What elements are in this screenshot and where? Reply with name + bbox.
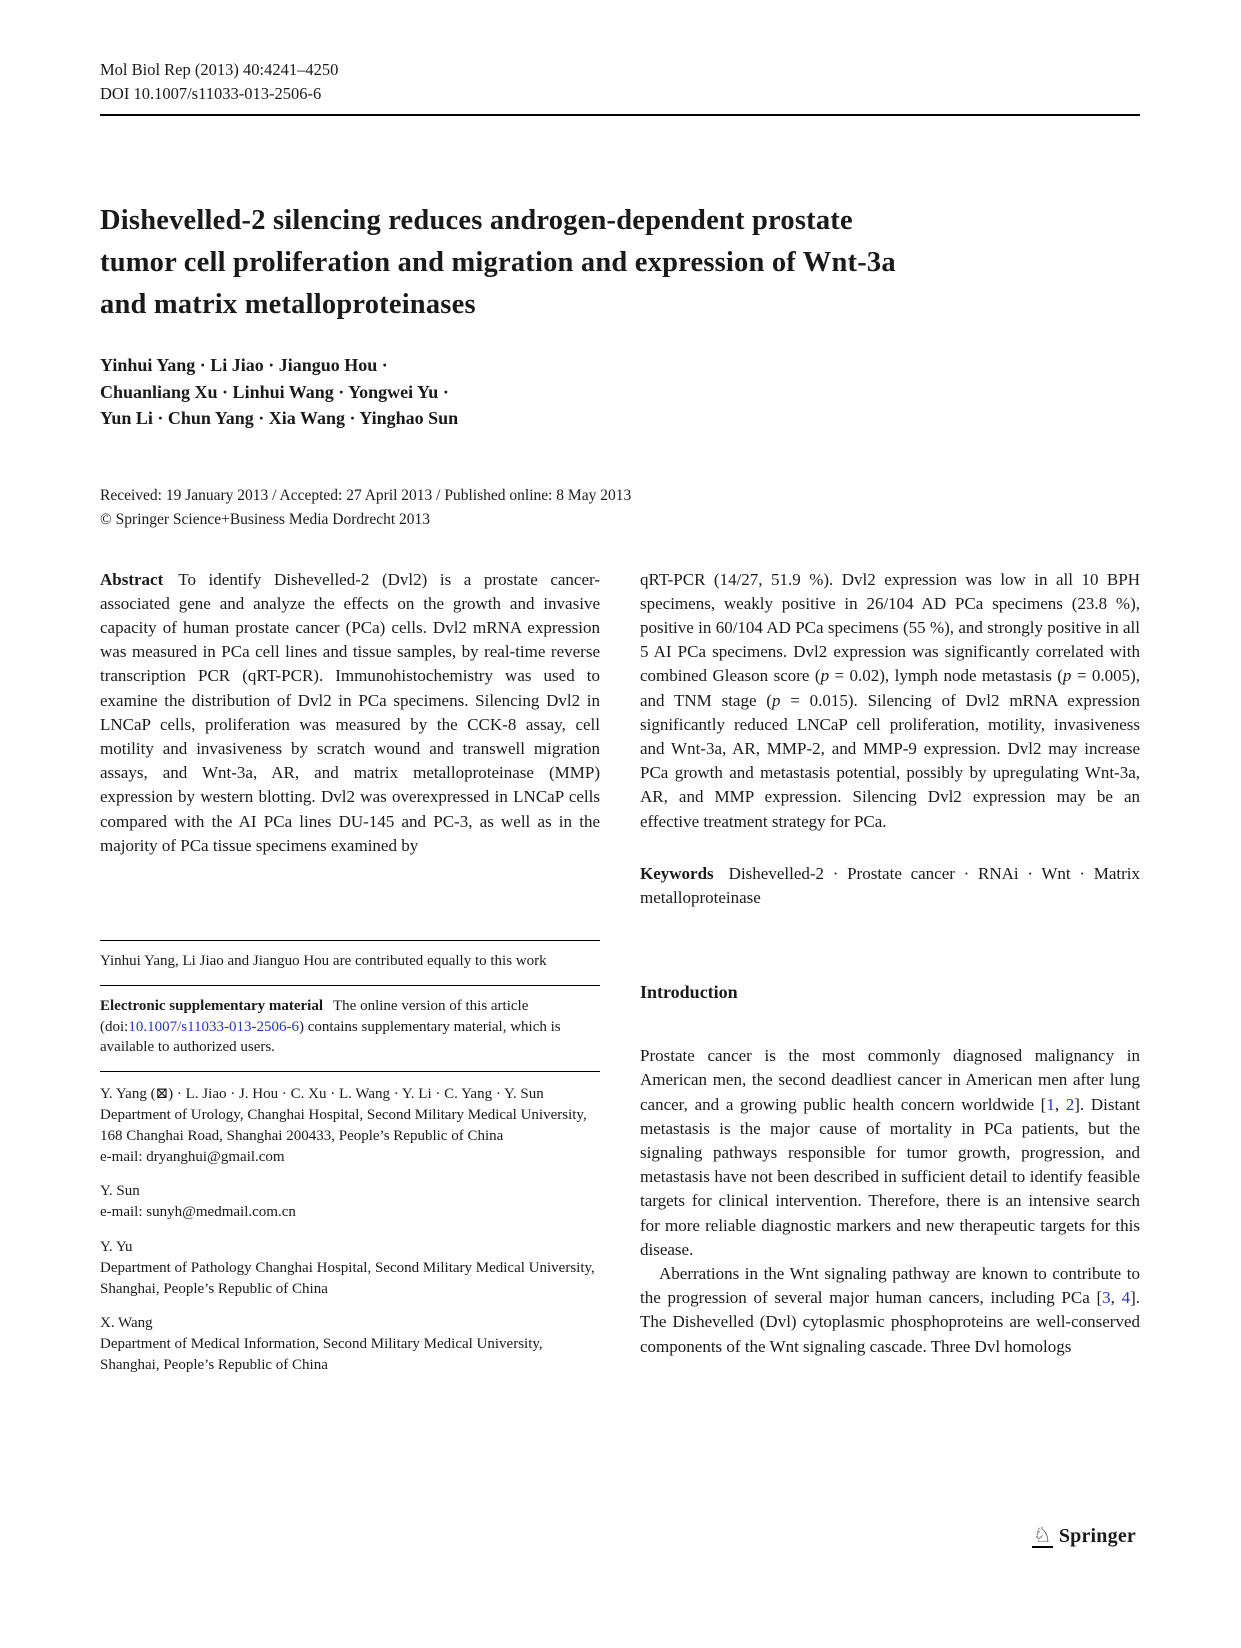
journal-citation: Mol Biol Rep (2013) 40:4241–4250 [100,60,339,79]
affiliation-urology [100,1084,600,1167]
citation-ref-4[interactable]: 4 [1121,1288,1131,1308]
intro-p1-text: Prostate cancer is the most commonly diagnosed malignancy in American men, the second deadliest cancer in American men after lung cancer, and a growing public health concern worldwide [ [640,1046,1140,1114]
publication-history [100,484,1140,532]
abstract-text-right-1: qRT-PCR (14/27, 51.9 %). Dvl2 expression was low in all 10 BPH specimens, weakly positive in 26/104 AD PCa specimens (23.8 %), positive in 60/104 AD PCa specimens (55 %), and strongly positive in all 5 AI PCa specimens. Dvl2 expression was significantly correlated with combined Gleason score ( [640,569,1140,686]
p-value-italic: p [820,666,830,686]
affiliation-sun [100,1181,600,1223]
author-line-1: Yinhui Yang · Li Jiao · Jianguo Hou · [100,355,388,375]
footnote-area [100,940,600,1376]
p-value-italic: p [1062,666,1072,686]
springer-logo [1032,1524,1136,1548]
page-content [100,0,1140,1390]
footnote-divider-1 [100,940,600,941]
title-line-1: Dishevelled-2 silencing reduces androgen-dependent prostate [100,205,853,236]
affiliation-names-cont: ) · L. Jiao · J. Hou · C. Xu · L. Wang · Y. Li · C. Yang · Y. Sun [168,1086,544,1103]
affiliation-pathology [100,1237,600,1299]
affiliations [100,1084,600,1376]
left-column [100,568,600,1390]
affiliation-names: Y. Yu [100,1238,133,1255]
copyright-line: © Springer Science+Business Media Dordrecht 2013 [100,510,431,528]
springer-knight-icon: ♘ [1033,1523,1052,1547]
two-column-body [100,568,1140,1390]
sun-email[interactable]: e-mail: sunyh@medmail.com.cn [100,1204,296,1221]
esm-text-post: ) contains supplementary material, which is available to authorized users. [100,1018,561,1056]
citation-separator: , [1110,1288,1122,1308]
introduction-heading: Introduction [640,982,738,1003]
affiliation-names: Y. Yang ( [100,1086,156,1103]
header-divider [100,114,1140,116]
keywords-paragraph [640,862,1140,910]
springer-logo-text: Springer [1058,1524,1136,1547]
footnote-divider-2 [100,985,600,986]
footnote-divider-3 [100,1071,600,1072]
abstract-text-right-3: = 0.005), and TNM stage ( [640,666,1141,710]
esm-label: Electronic supplementary material [100,997,324,1014]
title-line-2: tumor cell proliferation and migration and expression of Wnt-3a [100,247,896,278]
affiliation-names: X. Wang [100,1315,153,1332]
journal-header [100,58,1140,116]
author-line-3: Yun Li · Chun Yang · Xia Wang · Yinghao Sun [100,408,459,428]
abstract-text-right-2: = 0.02), lymph node metastasis ( [829,666,1063,686]
affiliation-dept: Department of Medical Information, Second Military Medical University, Shanghai, People’s Republic of China [100,1336,543,1373]
citation-ref-3[interactable]: 3 [1102,1288,1111,1308]
intro-p2-text: Aberrations in the Wnt signaling pathway are known to contribute to the progression of several major human cancers, including PCa [ [640,1263,1140,1308]
abstract-text-left: To identify Dishevelled-2 (Dvl2) is a prostate cancer-associated gene and analyze the effects on the growth and invasive capacity of human prostate cancer (PCa) cells. Dvl2 mRNA expression was measured in PCa cell lines and tissue samples, by real-time reverse transcription PCR (qRT-PCR). Immunohistochemistry was used to examine the distribution of Dvl2 in PCa specimens. Silencing Dvl2 in LNCaP cells, proliferation was measured by the CCK-8 assay, cell motility and invasiveness by scratch wound and transwell migration assays, and Wnt-3a, AR, and matrix metalloproteinase (MMP) expression by western blotting. Dvl2 was overexpressed in LNCaP cells compared with the AI PCa lines DU-145 and PC-3, as well as in the majority of PCa tissue specimens examined by [100,569,600,855]
affiliation-names: Y. Sun [100,1183,140,1200]
corresponding-email[interactable]: e-mail: dryanghui@gmail.com [100,1148,285,1165]
equal-contribution-note: Yinhui Yang, Li Jiao and Jianguo Hou are contributed equally to this work [100,952,547,969]
citation-separator: , [1054,1094,1066,1114]
affiliation-dept: Department of Pathology Changhai Hospital, Second Military Medical University, Shanghai, People’s Republic of China [100,1259,595,1297]
keywords-label: Keywords [640,863,714,883]
esm-note [100,996,600,1058]
intro-p2-text-cont: ]. The Dishevelled (Dvl) cytoplasmic phosphoproteins are well-conserved components of the Wnt signaling cascade. Three Dvl homologs [640,1288,1141,1356]
article-title [100,200,1140,326]
affiliation-medical-information [100,1313,600,1375]
citation-ref-2[interactable]: 2 [1065,1094,1075,1114]
affiliation-dept: Department of Urology, Changhai Hospital, Second Military Medical University, 168 Changhai Road, Shanghai 200433, People’s Republic of China [100,1106,587,1144]
title-line-3: and matrix metalloproteinases [100,289,476,320]
p-value-italic: p [771,690,781,710]
esm-doi-link[interactable]: 10.1007/s11033-013-2506-6 [128,1018,300,1035]
doi-line: DOI 10.1007/s11033-013-2506-6 [100,84,322,103]
author-line-2: Chuanliang Xu · Linhui Wang · Yongwei Yu · [100,381,449,402]
envelope-icon: ⊠ [155,1086,169,1103]
abstract-paragraph-continued [640,568,1140,834]
introduction-paragraph-1 [640,1044,1140,1262]
intro-p1-text-cont: ]. Distant metastasis is the major cause of mortality in PCa patients, but the signaling pathways responsible for tumor growth, progression, and metastasis have not been described in sufficient detail to identify feasible targets for clinical intervention. Therefore, there is an intensive search for more reliable diagnostic markers and new therapeutic targets for this disease. [640,1094,1141,1259]
introduction-paragraph-2 [640,1262,1140,1359]
keywords-text: Dishevelled-2 · Prostate cancer · RNAi · Wnt · Matrix metalloproteinase [640,863,1140,907]
author-list [100,352,1140,432]
esm-text-pre: The online version of this article (doi: [100,997,529,1035]
received-accepted-line: Received: 19 January 2013 / Accepted: 27 April 2013 / Published online: 8 May 2013 [100,486,632,504]
right-column [640,568,1140,1390]
abstract-text-right-4: = 0.015). Silencing of Dvl2 mRNA expression significantly reduced LNCaP cell proliferation, motility, invasiveness and Wnt-3a, AR, MMP-2, and MMP-9 expression. Dvl2 may increase PCa growth and metastasis potential, possibly by upregulating Wnt-3a, AR, and MMP expression. Silencing Dvl2 expression may be an effective treatment strategy for PCa. [640,690,1140,831]
abstract-label: Abstract [100,569,164,589]
abstract-paragraph [100,568,600,858]
citation-ref-1[interactable]: 1 [1046,1094,1055,1114]
